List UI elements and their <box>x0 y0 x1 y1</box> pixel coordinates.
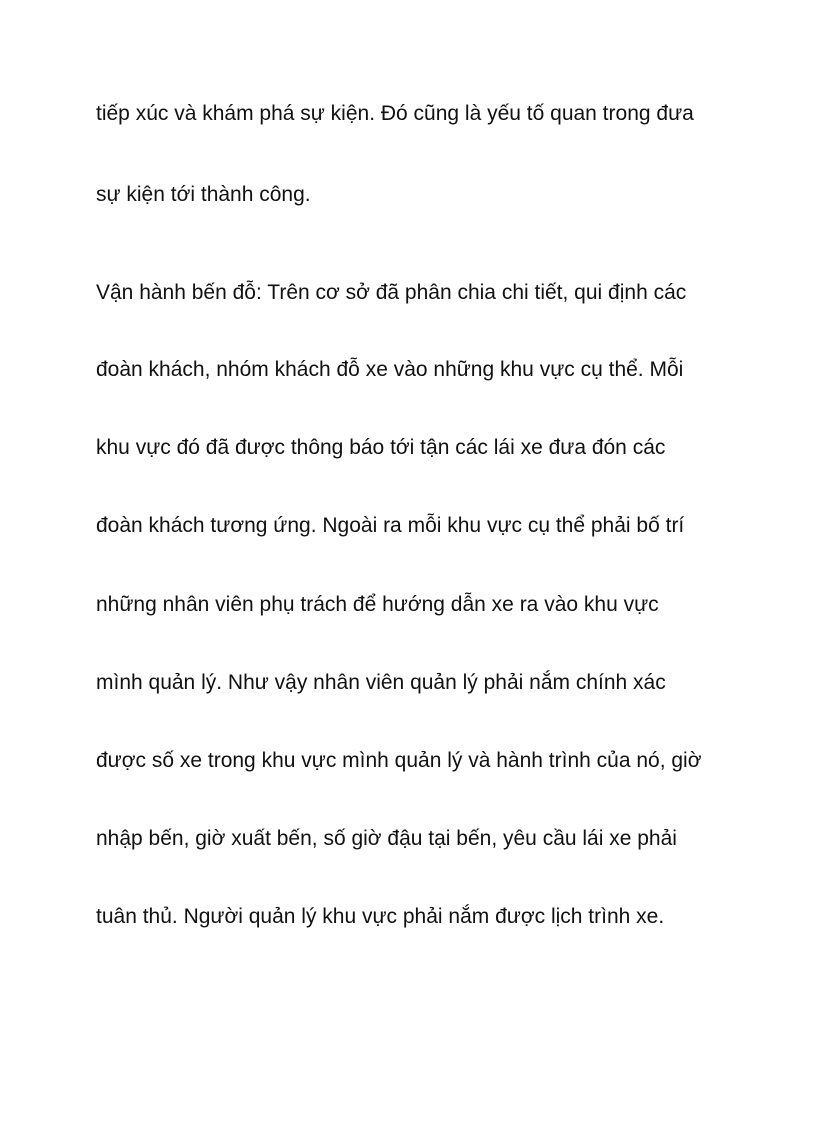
text-line: khu vực đó đã được thông báo tới tận các lái xe đưa đón các <box>96 436 666 459</box>
text-line: tiếp xúc và khám phá sự kiện. Đó cũng là yếu tố quan trong đưa <box>96 102 694 125</box>
text-line: được số xe trong khu vực mình quản lý và hành trình của nó, giờ <box>96 749 702 772</box>
text-line: Vận hành bến đỗ: Trên cơ sở đã phân chia chi tiết, qui định các <box>96 281 687 304</box>
text-line: tuân thủ. Người quản lý khu vực phải nắm được lịch trình xe. <box>96 905 665 928</box>
text-line: đoàn khách, nhóm khách đỗ xe vào những khu vực cụ thể. Mỗi <box>96 358 684 381</box>
text-line: sự kiện tới thành công. <box>96 183 311 206</box>
text-line: đoàn khách tương ứng. Ngoài ra mỗi khu vực cụ thể phải bố trí <box>96 514 685 537</box>
text-line: những nhân viên phụ trách để hướng dẫn xe ra vào khu vực <box>96 593 659 616</box>
text-line: mình quản lý. Như vậy nhân viên quản lý phải nắm chính xác <box>96 671 666 694</box>
text-line: nhập bến, giờ xuất bến, số giờ đậu tại bến, yêu cầu lái xe phải <box>96 827 677 850</box>
